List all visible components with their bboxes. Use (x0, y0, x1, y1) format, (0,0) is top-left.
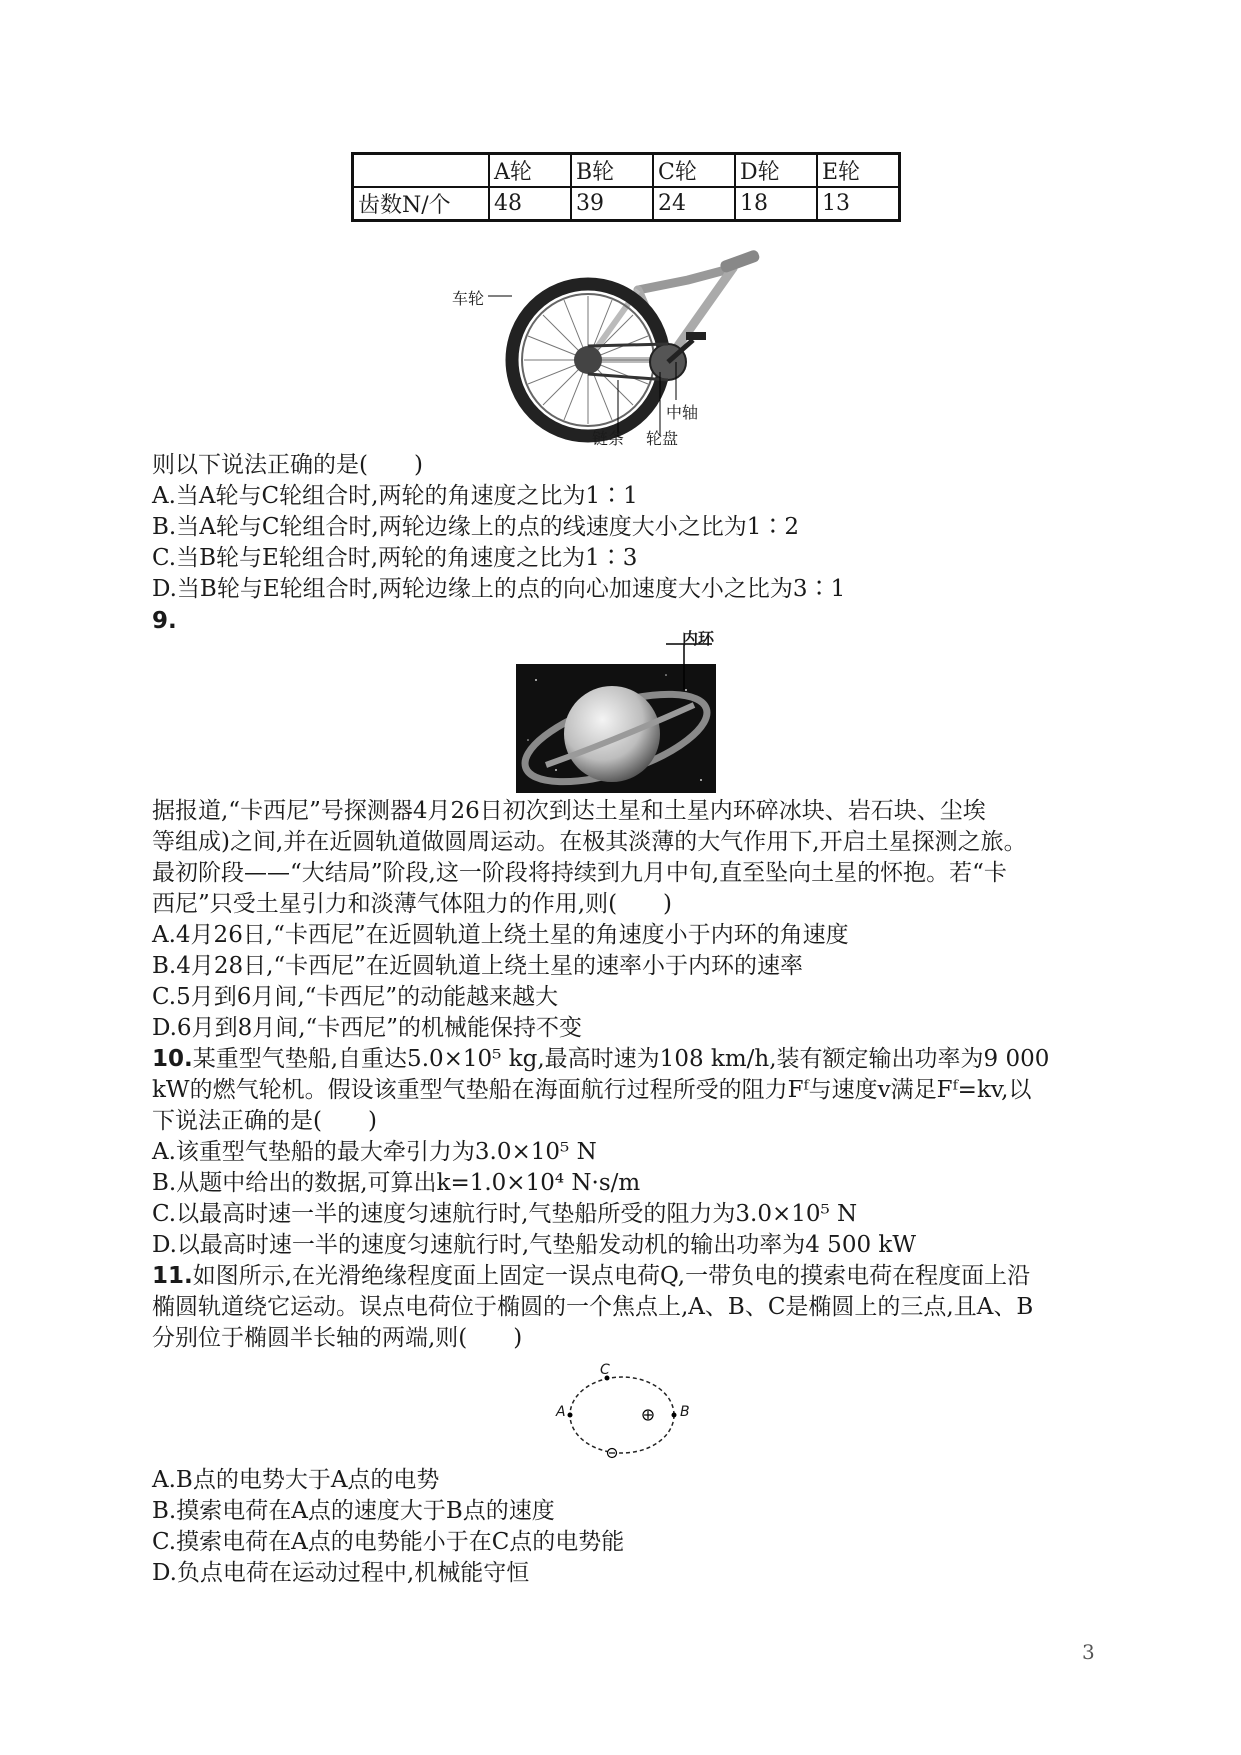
q9-stem-line-3: 最初阶段——“大结局”阶段,这一阶段将持续到九月中旬,直至坠向土星的怀抱。若“卡 (152, 860, 1007, 886)
bicycle-drawing (488, 250, 760, 446)
ellipse-orbit-figure (552, 1360, 692, 1460)
table-cell: 48 (489, 187, 571, 221)
q9-option-b: B.4月28日,“卡西尼”在近圆轨道上绕土星的速率小于内环的速率 (152, 953, 803, 979)
q9-number: 9. (152, 608, 177, 634)
label-chainring: 轮盘 (646, 429, 679, 448)
table-cell: A轮 (489, 154, 571, 188)
bicycle-figure (488, 250, 760, 446)
q10-stem-line-3: 下说法正确的是( ) (152, 1108, 377, 1134)
table-row-label: 齿数N/个 (353, 187, 490, 221)
q11-stem-line-2: 椭圆轨道绕它运动。误点电荷位于椭圆的一个焦点上,A、B、C是椭圆上的三点,且A、B (152, 1294, 1034, 1320)
label-point-c: C (600, 1362, 610, 1378)
q9-option-a: A.4月26日,“卡西尼”在近圆轨道上绕土星的角速度小于内环的角速度 (152, 922, 849, 948)
q10-stem-line-1 (152, 1044, 1049, 1075)
q8-option-b: B.当A轮与C轮组合时,两轮边缘上的点的线速度大小之比为1∶2 (152, 514, 799, 540)
label-point-a: A (556, 1404, 566, 1420)
q11-stem-line-1 (152, 1261, 1030, 1292)
q11-option-a: A.B点的电势大于A点的电势 (152, 1467, 440, 1493)
ellipse-orbit-drawing (552, 1360, 692, 1460)
label-inner-ring: 内环 (682, 629, 715, 648)
q11-stem-text: 如图所示,在光滑绝缘程度面上固定一误点电荷Q,一带负电的摸索电荷在程度面上沿 (192, 1263, 1031, 1289)
point-a-marker (568, 1413, 573, 1418)
table-cell: 24 (653, 187, 735, 221)
q11-option-c: C.摸索电荷在A点的电势能小于在C点的电势能 (152, 1529, 625, 1555)
q10-option-d: D.以最高时速一半的速度匀速航行时,气垫船发动机的输出功率为4 500 kW (152, 1232, 916, 1258)
table-cell: E轮 (817, 154, 900, 188)
point-b-marker (672, 1413, 677, 1418)
table-cell: B轮 (571, 154, 653, 188)
label-chain: 链条 (592, 429, 625, 448)
table-cell: 13 (817, 187, 900, 221)
saturn-figure (516, 630, 716, 793)
table-cell: D轮 (735, 154, 817, 188)
table-cell (353, 154, 490, 188)
q9-stem-line-4: 西尼”只受土星引力和淡薄气体阻力的作用,则( ) (152, 891, 673, 917)
table-row (353, 187, 900, 221)
q8-option-d: D.当B轮与E轮组合时,两轮边缘上的点的向心加速度大小之比为3∶1 (152, 576, 846, 602)
label-axle: 中轴 (666, 403, 699, 422)
q10-option-b: B.从题中给出的数据,可算出k=1.0×10⁴ N·s/m (152, 1170, 641, 1196)
q10-number: 10. (152, 1046, 193, 1072)
q8-stem: 则以下说法正确的是( ) (152, 452, 423, 478)
q10-stem-line-2: kW的燃气轮机。假设该重型气垫船在海面航行过程所受的阻力Fᶠ与速度v满足Fᶠ=kv,以 (152, 1077, 1032, 1103)
page-number: 3 (1082, 1640, 1095, 1664)
table-header-row (353, 154, 900, 188)
q10-option-a: A.该重型气垫船的最大牵引力为3.0×10⁵ N (152, 1139, 597, 1165)
label-wheel: 车轮 (452, 289, 485, 308)
label-point-b: B (680, 1404, 690, 1420)
q9-option-c: C.5月到6月间,“卡西尼”的动能越来越大 (152, 984, 559, 1010)
q11-option-b: B.摸索电荷在A点的速度大于B点的速度 (152, 1498, 555, 1524)
q11-number: 11. (152, 1263, 193, 1289)
table-cell: 39 (571, 187, 653, 221)
q11-option-d: D.负点电荷在运动过程中,机械能守恒 (152, 1560, 530, 1586)
gear-teeth-table (351, 152, 901, 222)
table-cell: 18 (735, 187, 817, 221)
q9-option-d: D.6月到8月间,“卡西尼”的机械能保持不变 (152, 1015, 583, 1041)
saturn-drawing (516, 630, 716, 793)
q9-stem-line-1: 据报道,“卡西尼”号探测器4月26日初次到达土星和土星内环碎冰块、岩石块、尘埃 (152, 798, 986, 824)
q11-stem-line-3: 分别位于椭圆半长轴的两端,则( ) (152, 1325, 523, 1351)
q8-option-c: C.当B轮与E轮组合时,两轮的角速度之比为1∶3 (152, 545, 638, 571)
q10-stem-text: 某重型气垫船,自重达5.0×10⁵ kg,最高时速为108 km/h,装有额定输出功率为9 000 (192, 1046, 1050, 1072)
q10-option-c: C.以最高时速一半的速度匀速航行时,气垫船所受的阻力为3.0×10⁵ N (152, 1201, 858, 1227)
q8-option-a: A.当A轮与C轮组合时,两轮的角速度之比为1∶1 (152, 483, 638, 509)
q9-stem-line-2: 等组成)之间,并在近圆轨道做圆周运动。在极其淡薄的大气作用下,开启土星探测之旅。 (152, 829, 1027, 855)
table-cell: C轮 (653, 154, 735, 188)
